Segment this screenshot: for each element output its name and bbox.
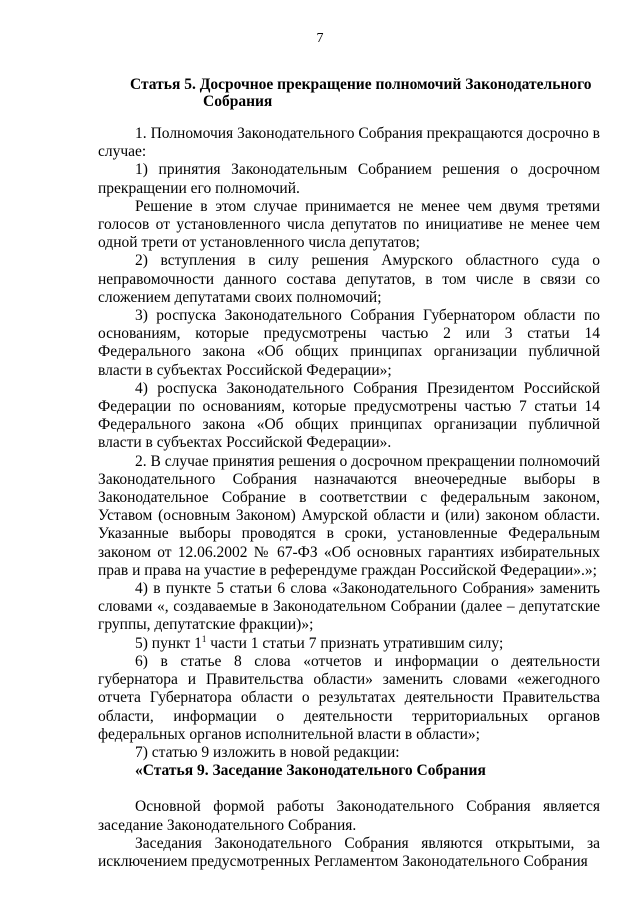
amendment-item-5-superscript: 1 xyxy=(201,633,207,644)
article-9-paragraph-2: Заседания Законодательного Собрания являются открытыми, за исключением предусмотренных Регламентом Законодательного Собрания xyxy=(98,834,600,870)
paragraph-2: 2. В случае принятия решения о досрочном прекращении полномочий Законодательного Собрания назначаются внеочередные выборы в Законодательное Собрание в соответствии с федеральным законом, Уставом (основным Законом) Амурской области и (или) законом области. Указанные выборы проводятся в сроки, установленные Федеральным законом от 12.06.2002 № 67-ФЗ «Об основных гарантиях избирательных прав и права на участие в референдуме граждан Российской Федерации».»; xyxy=(98,452,600,579)
paragraph-1: 1. Полномочия Законодательного Собрания прекращаются досрочно в случае: xyxy=(98,125,600,161)
amendment-item-4: 4) в пункте 5 статьи 6 слова «Законодательного Собрания» заменить словами «, создаваемые в Законодательном Собрании (далее – депутатские группы, депутатские фракции)»; xyxy=(98,580,600,634)
amendment-item-5-after: части 1 статьи 7 признать утратившим силу; xyxy=(206,634,504,652)
article-9-heading: «Статья 9. Заседание Законодательного Собрания xyxy=(135,762,486,780)
paragraph-item-1: 1) принятия Законодательным Собранием решения о досрочном прекращении его полномочий. xyxy=(98,161,600,197)
page-number: 7 xyxy=(316,31,324,46)
amendment-item-5-before: 5) пункт 1 xyxy=(135,634,202,652)
amendment-item-6: 6) в статье 8 слова «отчетов и информации о деятельности губернатора и Правительства области» заменить словами «ежегодного отчета Губернатора области о результатах деятельности Правительства области, информации о деятельности территориальных органов федеральных органов исполнительной власти в области»; xyxy=(98,652,600,743)
paragraph-decision: Решение в этом случае принимается не менее чем двумя третями голосов от установленного числа депутатов по инициативе не менее чем одной трети от установленного числа депутатов; xyxy=(98,197,600,252)
amendment-item-7: 7) статью 9 изложить в новой редакции: xyxy=(135,743,400,761)
spacer xyxy=(98,780,600,798)
article-5-heading-line2: Собрания xyxy=(203,93,273,110)
article-9-paragraph-1: Основной формой работы Законодательного Собрания является заседание Законодательного Собрания. xyxy=(98,798,600,834)
article-5-heading xyxy=(130,76,600,110)
paragraph-item-4: 4) роспуска Законодательного Собрания Президентом Российской Федерации по основаниям, которые предусмотрены частью 7 статьи 14 Федерального закона «Об общих принципах организации публичной власти в субъектах Российской Федерации». xyxy=(98,379,600,452)
paragraph-item-2: 2) вступления в силу решения Амурского областного суда о неправомочности данного состава депутатов, в том числе в связи со сложением депутатами своих полномочий; xyxy=(98,252,600,306)
amendment-item-5 xyxy=(98,635,600,653)
document-body xyxy=(98,125,600,871)
article-5-heading-line1: Статья 5. Досрочное прекращение полномочий Законодательного xyxy=(130,76,592,93)
paragraph-item-3: 3) роспуска Законодательного Собрания Губернатором области по основаниям, которые предусмотрены частью 2 или 3 статьи 14 Федерального закона «Об общих принципах организации публичной власти в субъектах Российской Федерации»; xyxy=(98,307,600,379)
